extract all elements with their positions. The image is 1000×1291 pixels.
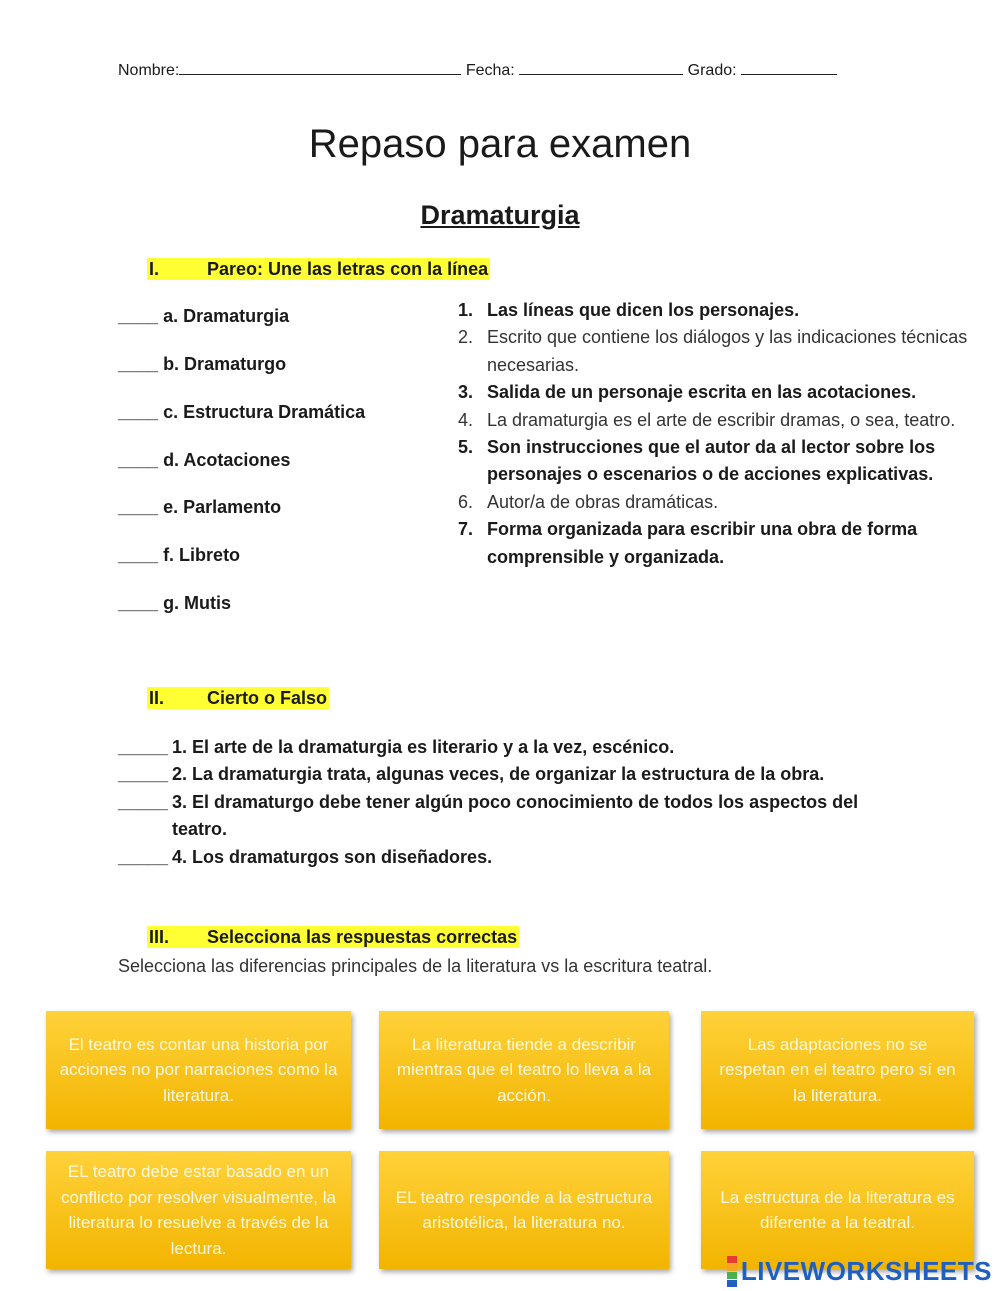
answer-card[interactable]: EL teatro responde a la estructura aristotélica, la literatura no. — [379, 1151, 669, 1269]
section-1-highlight — [147, 258, 490, 280]
section-1-number: I. — [149, 259, 160, 279]
item-number: 5. — [458, 437, 474, 458]
true-false-item — [118, 789, 898, 844]
item-text: La dramaturgia es el arte de escribir dramas, o sea, teatro. — [487, 409, 956, 430]
fecha-label: Fecha: — [465, 62, 515, 79]
matching-right-item — [458, 434, 988, 489]
true-false-item — [118, 734, 898, 761]
matching-left-label: c. Estructura Dramática — [163, 402, 366, 422]
page-title: Repaso para examen — [308, 122, 692, 166]
nombre-blank[interactable] — [179, 60, 461, 75]
section-2-heading — [147, 688, 329, 709]
answer-blank[interactable]: _____ — [118, 791, 169, 812]
section-3-heading — [147, 927, 519, 948]
matching-left-label: f. Libreto — [163, 545, 241, 565]
answer-blank[interactable]: _____ — [118, 846, 169, 867]
section-1-title: Pareo: Une las letras con la línea — [207, 259, 489, 279]
item-text: Forma organizada para escribir una obra de forma comprensible y organizada. — [487, 519, 918, 567]
answer-blank[interactable]: _____ — [118, 737, 169, 757]
matching-left-label: d. Acotaciones — [163, 450, 291, 470]
item-number: 1. — [458, 300, 474, 320]
item-text: Autor/a de obras dramáticas. — [487, 491, 719, 512]
item-number: 7. — [458, 519, 474, 540]
matching-left-item — [118, 545, 240, 566]
matching-right-list — [458, 297, 988, 571]
nombre-label: Nombre: — [118, 62, 180, 79]
statement-text: 3. El dramaturgo debe tener algún poco conocimiento de todos los aspectos del teatro. — [172, 791, 859, 840]
logo-block — [727, 1280, 737, 1287]
matching-right-item — [458, 407, 988, 434]
section-2-title: Cierto o Falso — [207, 688, 328, 708]
answer-blank[interactable]: ____ — [118, 450, 159, 470]
answer-card[interactable]: La estructura de la literatura es diferente a la teatral. — [701, 1151, 974, 1269]
fecha-blank[interactable] — [519, 60, 683, 75]
matching-right-item — [458, 297, 988, 324]
subtitle-text: Dramaturgia — [420, 200, 580, 230]
answer-blank[interactable]: ____ — [118, 402, 159, 422]
item-number: 4. — [458, 409, 474, 430]
logo-block — [727, 1272, 737, 1279]
logo-block — [727, 1264, 737, 1271]
matching-left-item — [118, 593, 231, 614]
logo-icon — [727, 1256, 737, 1287]
header-fields — [118, 60, 837, 80]
true-false-item — [118, 844, 898, 871]
section-3-highlight — [147, 926, 519, 948]
section-1-heading — [147, 259, 490, 280]
true-false-item — [118, 761, 898, 788]
logo-block — [727, 1256, 737, 1263]
page-subtitle — [0, 200, 1000, 231]
matching-right-item — [458, 516, 988, 571]
answer-blank[interactable]: ____ — [118, 354, 159, 374]
answer-blank[interactable]: ____ — [118, 306, 159, 326]
answer-card[interactable]: Las adaptaciones no se respetan en el teatro pero sí en la literatura. — [701, 1011, 974, 1129]
grado-label: Grado: — [687, 62, 737, 79]
matching-right-item — [458, 324, 988, 379]
logo-text: LIVEWORKSHEETS — [740, 1256, 992, 1286]
matching-right-item — [458, 489, 988, 516]
section-3-number: III. — [149, 927, 170, 947]
matching-left-label: b. Dramaturgo — [163, 354, 287, 374]
statement-text: 4. Los dramaturgos son diseñadores. — [172, 846, 493, 867]
item-text: Escrito que contiene los diálogos y las indicaciones técnicas necesarias. — [487, 327, 968, 375]
matching-left-item — [118, 450, 290, 471]
answer-card[interactable]: El teatro es contar una historia por acciones no por narraciones como la literatura. — [46, 1011, 351, 1129]
matching-left-label: a. Dramaturgia — [163, 306, 290, 326]
answer-blank[interactable]: ____ — [118, 593, 159, 613]
answer-blank[interactable]: ____ — [118, 497, 159, 517]
matching-left-item — [118, 497, 281, 518]
grado-blank[interactable] — [741, 60, 837, 75]
answer-blank[interactable]: _____ — [118, 764, 169, 785]
section-2-highlight — [147, 687, 329, 709]
item-text: Salida de un personaje escrita en las acotaciones. — [487, 382, 917, 403]
item-number: 3. — [458, 382, 474, 403]
matching-right-item — [458, 379, 988, 406]
answer-card[interactable]: La literatura tiende a describir mientras que el teatro lo lleva a la acción. — [379, 1011, 669, 1129]
answer-blank[interactable]: ____ — [118, 545, 159, 565]
item-text: Son instrucciones que el autor da al lector sobre los personajes o escenarios o de acciones explicativas. — [487, 437, 936, 485]
statement-text: 2. La dramaturgia trata, algunas veces, de organizar la estructura de la obra. — [172, 764, 825, 785]
item-text: Las líneas que dicen los personajes. — [487, 300, 800, 320]
matching-left-label: e. Parlamento — [163, 497, 282, 517]
liveworksheets-logo — [727, 1256, 992, 1287]
item-number: 2. — [458, 327, 474, 348]
section-2-number: II. — [149, 688, 165, 708]
matching-left-item — [118, 354, 286, 375]
matching-left-item — [118, 306, 289, 327]
section-3-instruction: Selecciona las diferencias principales de la literatura vs la escritura teatral. — [118, 956, 713, 976]
item-number: 6. — [458, 491, 474, 512]
section-3-title: Selecciona las respuestas correctas — [207, 927, 518, 947]
true-false-list — [118, 734, 898, 871]
answer-card[interactable]: EL teatro debe estar basado en un conflicto por resolver visualmente, la literatura lo resuelve a través de la lectura. — [46, 1151, 351, 1269]
matching-left-item — [118, 402, 365, 423]
matching-left-label: g. Mutis — [163, 593, 232, 613]
statement-text: 1. El arte de la dramaturgia es literario y a la vez, escénico. — [172, 737, 675, 757]
